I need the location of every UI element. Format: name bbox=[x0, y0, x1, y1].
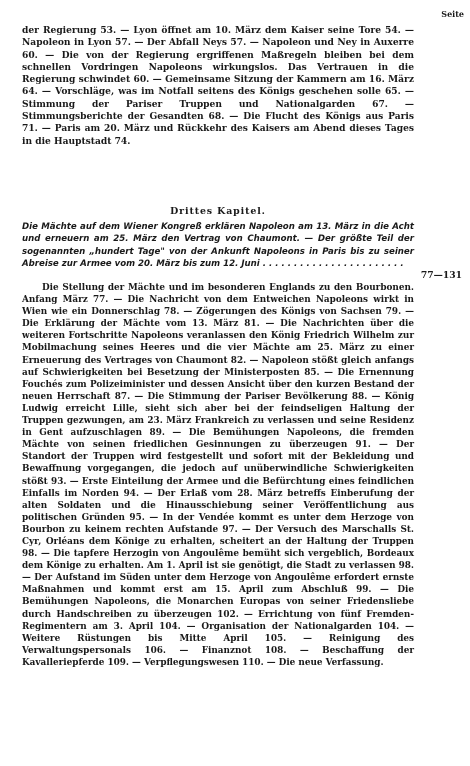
page-column-label: Seite bbox=[441, 9, 464, 19]
summary-paragraph: der Regierung 53. — Lyon öffnet am 10. März dem Kaiser seine Tore 54. — Napoleon in Lyon 57. — Der Abfall Neys 57. — Napoleon und Ney in Auxerre 60. — Die von der Regierung ergriffenen Maßregeln bleiben bei dem schnellen Vordringen Napoleons wirkungslos. Das Vertrauen in die Regierung schwindet 60. — Gemeinsame Sitzung der Kammern am 16. März 64. — Vorschläge, was im Notfall seitens des Königs geschehen solle 65. — Stimmung der Pariser Truppen und Nationalgarden 67. — Stimmungsberichte der Gesandten 68. — Die Flucht des Königs aus Paris 71. — Paris am 20. März und Rückkehr des Kaisers am Abend dieses Tages in die Hauptstadt 74. bbox=[22, 25, 414, 147]
chapter-contents bbox=[22, 282, 414, 669]
chapter-heading: Drittes Kapitel. bbox=[170, 206, 266, 217]
contents-paragraph: Die Stellung der Mächte und im besonderen Englands zu den Bourbonen. Anfang März 77. — Die Nachricht von dem Entweichen Napoleons wirkt in Wien wie ein Donnerschlag 78. — Zögerungen des Königs von Sachsen 79. — Die Erklärung der Mächte vom 13. März 81. — Die Nachrichten über die weiteren Fortschritte Napoleons veranlassen den König Friedrich Wilhelm zur Mobilmachung seines Heeres und die vier Mächte am 25. März zu einer Erneuerung des Vertrages von Chaumont 82. — Napoleon stößt gleich anfangs auf Schwierigkeiten bei Besetzung der Ministerposten 85. — Die Ernennung Fouchés zum Polizeiminister und dessen Ansicht über den kurzen Bestand der neuen Herrschaft 87. — Die Stimmung der Pariser Bevölkerung 88. — König Ludwig erreicht Lille, sieht sich aber bei der feindseligen Haltung der Truppen gezwungen, am 23. März Frankreich zu verlassen und seine Residenz in Gent aufzuschlagen 89. — Die Bemühungen Napoleons, die fremden Mächte von seinen friedlichen Gesinnungen zu überzeugen 91. — Der Standort der Truppen wird festgestellt und sofort mit der Bekleidung und Bewaffnung vorgegangen, die jedoch auf unüberwindliche Schwierigkeiten stößt 93. — Erste Einteilung der Armee und die Befürchtung eines feindlichen Einfalls im Norden 94. — Der Erlaß vom 28. März betreffs Einberufung der alten Soldaten und die Hinausschiebung seiner Veröffentlichung aus politischen Gründen 95. — In der Vendée kommt es unter dem Herzoge von Bourbon zu keinem rechten Aufstande 97. — Der Versuch des Marschalls St. Cyr, Orléans dem Könige zu erhalten, scheitert an der Haltung der Truppen 98. — Die tapfere Herzogin von Angoulême bemüht sich vergeblich, Bordeaux dem Könige zu erhalten. Am 1. April ist sie genötigt, die Stadt zu verlassen 98. — Der Aufstand im Süden unter dem Herzoge von Angoulême erfordert ernste Maßnahmen und kommt erst am 15. April zum Abschluß 99. — Die Bemühungen Napoleons, die Monarchen Europas von seiner Friedensliebe durch Handschreiben zu überzeugen 102. — Errichtung von fünf Fremden-Regimentern am 3. April 104. — Organisation der Nationalgarden 104. — Weitere Rüstungen bis Mitte April 105. — Reinigung des Verwaltungspersonals 106. — Finanznot 108. — Beschaffung der Kavalleriepferde 109. — Verpflegungswesen 110. — Die neue Verfassung. bbox=[22, 283, 414, 668]
previous-chapter-summary bbox=[22, 25, 414, 148]
chapter-summary: Die Mächte auf dem Wiener Kongreß erklären Napoleon am 13. März in die Acht und erneuern am 25. März den Vertrag von Chaumont. — Der größte Teil der sogenannten „hundert Tage" von der Ankunft Napoleons in Paris bis zu seiner Abreise zur Armee vom 20. März bis zum 12. Juni . . . . . . . . . . . . . . . . . . . . . . . bbox=[22, 222, 414, 269]
page-range: 77—131 bbox=[420, 270, 462, 281]
